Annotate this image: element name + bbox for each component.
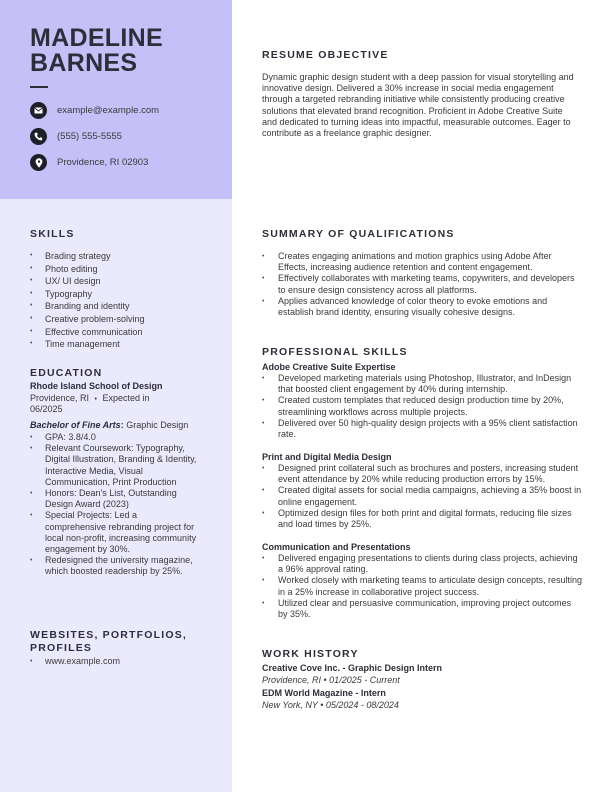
name-divider <box>30 86 48 88</box>
list-item: • Effective communication <box>30 326 220 339</box>
skills-heading: SKILLS <box>30 228 75 240</box>
first-name: MADELINE <box>30 24 163 52</box>
location-text: Providence, RI 02903 <box>57 157 149 168</box>
skill-group-list <box>262 463 582 530</box>
graduation-date: 06/2025 <box>30 404 63 414</box>
phone-text: (555) 555-5555 <box>57 131 122 142</box>
education-details-list <box>30 432 200 578</box>
school-name: Rhode Island School of Design <box>30 381 163 391</box>
list-item: • Effectively collaborates with marketing teams, copywriters, and developers to ensure design consistency across all platforms. <box>262 273 582 295</box>
contact-location <box>30 154 148 171</box>
job-meta: New York, NY • 05/2024 - 08/2024 <box>262 700 399 710</box>
work-history-heading: WORK HISTORY <box>262 648 359 660</box>
school-separator: • <box>94 396 97 403</box>
list-item: • GPA: 3.8/4.0 <box>30 432 200 443</box>
list-item: • Applies advanced knowledge of color theory to evoke emotions and establish brand identity, ensuring visually cohesive designs. <box>262 296 582 318</box>
websites-heading-line1: WEBSITES, PORTFOLIOS, <box>30 629 188 641</box>
list-item: • Creates engaging animations and motion graphics using Adobe After Effects, increasing audience retention and content engagement. <box>262 251 582 273</box>
skills-list <box>30 250 220 351</box>
list-item: • Honors: Dean's List, Outstanding Design Award (2023) <box>30 488 200 510</box>
job-title: Creative Cove Inc. - Graphic Design Intern <box>262 663 443 673</box>
list-item: • Time management <box>30 338 220 351</box>
skill-group-list <box>262 373 582 440</box>
list-item: • Utilized clear and persuasive communication, improving project outcomes by 35%. <box>262 598 582 620</box>
list-item: • Delivered engaging presentations to clients during class projects, achieving a 96% approval rating. <box>262 553 582 575</box>
degree-name: Bachelor of Fine Arts <box>30 420 121 430</box>
contact-email[interactable] <box>30 102 159 119</box>
list-item: • Special Projects: Led a comprehensive rebranding project for local non-profit, increasing community engagement by 30%. <box>30 510 200 555</box>
skill-group-title: Print and Digital Media Design <box>262 452 392 462</box>
email-text: example@example.com <box>57 105 160 116</box>
list-item: • Creative problem-solving <box>30 313 220 326</box>
last-name: BARNES <box>30 49 138 77</box>
expected-label: Expected in <box>102 393 150 403</box>
list-item: • Redesigned the university magazine, which boosted readership by 25%. <box>30 555 200 577</box>
skill-group-title: Communication and Presentations <box>262 542 411 552</box>
list-item: • Relevant Coursework: Typography, Digital Illustration, Branding & Identity, Interactive Media, Visual Communication, Print Production <box>30 443 200 488</box>
websites-heading <box>30 629 187 655</box>
skill-group-title: Adobe Creative Suite Expertise <box>262 362 396 372</box>
school-city: Providence, RI <box>30 393 90 403</box>
list-item: • Branding and identity <box>30 300 220 313</box>
list-item: • Designed print collateral such as brochures and posters, increasing student event attendance by 20% while reducing production errors by 15%. <box>262 463 582 485</box>
degree <box>30 420 188 431</box>
list-item: • Worked closely with marketing teams to articulate design concepts, resulting in a 25% increase in collaborative project success. <box>262 575 582 597</box>
degree-separator: : <box>120 420 124 430</box>
list-item: • Typography <box>30 288 220 301</box>
websites-heading-line2: PROFILES <box>30 642 93 654</box>
website-link[interactable]: • www.example.com <box>30 656 220 667</box>
list-item: • Brading strategy <box>30 250 220 263</box>
professional-skills-heading: PROFESSIONAL SKILLS <box>262 346 408 358</box>
list-item: • Photo editing <box>30 263 220 276</box>
summary-list <box>262 251 582 318</box>
phone-icon <box>30 128 47 145</box>
education-heading: EDUCATION <box>30 367 103 379</box>
objective-text: Dynamic graphic design student with a deep passion for visual storytelling and innovative design. Delivered a 30% increase in social media engagement through a targeted rebranding initiative while consistently producing creative solutions that elevated brand recognition. Proficient in Adobe Creative Suite and dedicated to turning ideas into impactful, measurable outcomes. Eager to contribute as a freelance graphic designer. <box>262 72 574 139</box>
job-meta: Providence, RI • 01/2025 - Current <box>262 675 400 685</box>
location-pin-icon <box>30 154 47 171</box>
list-item: • Optimized design files for both print and digital formats, reducing file sizes and load times by 25%. <box>262 508 582 530</box>
websites-list <box>30 656 220 667</box>
candidate-name <box>30 26 163 76</box>
skill-group-list <box>262 553 582 620</box>
summary-heading: SUMMARY OF QUALIFICATIONS <box>262 228 455 240</box>
list-item: • Created custom templates that reduced design production time by 20%, streamlining workflows across multiple projects. <box>262 395 582 417</box>
degree-major: Graphic Design <box>126 420 189 430</box>
list-item: • Developed marketing materials using Photoshop, Illustrator, and InDesign that boosted client engagement by 40% during internship. <box>262 373 582 395</box>
list-item: • UX/ UI design <box>30 275 220 288</box>
job-title: EDM World Magazine - Intern <box>262 688 386 698</box>
objective-heading: RESUME OBJECTIVE <box>262 49 389 61</box>
list-item: • Delivered over 50 high-quality design projects with a 95% client satisfaction rate. <box>262 418 582 440</box>
contact-phone[interactable] <box>30 128 122 145</box>
email-icon <box>30 102 47 119</box>
list-item: • Created digital assets for social media campaigns, achieving a 35% boost in online engagement. <box>262 485 582 507</box>
